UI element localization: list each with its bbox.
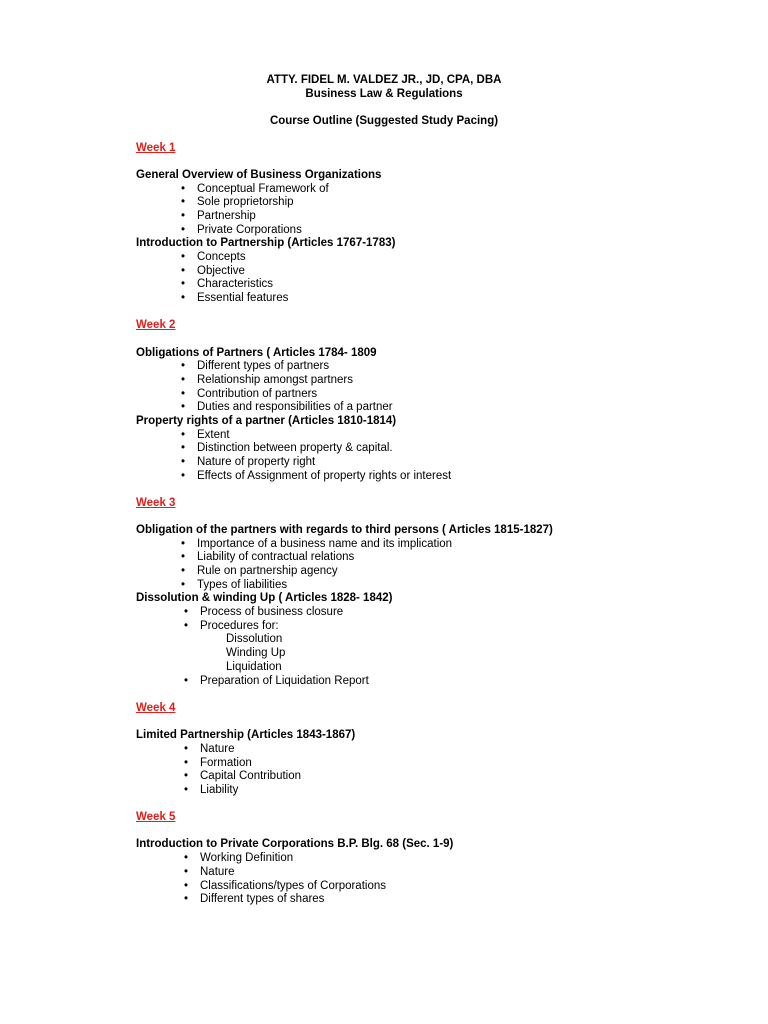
list-item: • Relationship amongst partners <box>197 374 353 386</box>
list-item: • Rule on partnership agency <box>197 565 338 577</box>
list-item: • Types of liabilities <box>197 579 287 591</box>
list-item: • Sole proprietorship <box>197 196 294 208</box>
list-item: • Nature of property right <box>197 456 315 468</box>
list-item: • Different types of partners <box>197 360 329 372</box>
list-item: • Extent <box>197 429 230 441</box>
list-item: • Capital Contribution <box>200 770 301 782</box>
week-4-label: Week 4 <box>136 702 176 714</box>
list-item: • Importance of a business name and its implication <box>197 538 452 550</box>
section-heading: Introduction to Private Corporations B.P. Blg. 68 (Sec. 1-9) <box>136 838 454 850</box>
week-3-label: Week 3 <box>136 497 176 509</box>
list-item: • Different types of shares <box>200 893 324 905</box>
list-item: • Nature <box>200 866 235 878</box>
list-item: • Conceptual Framework of <box>197 183 329 195</box>
list-item: • Distinction between property & capital. <box>197 442 393 454</box>
list-item: • Liability of contractual relations <box>197 551 354 563</box>
list-item: • Private Corporations <box>197 224 302 236</box>
outline-subtitle: Course Outline (Suggested Study Pacing) <box>269 115 499 127</box>
sub-list-item: Liquidation <box>226 661 282 673</box>
author-line: ATTY. FIDEL M. VALDEZ JR., JD, CPA, DBA <box>266 74 502 86</box>
list-item: • Duties and responsibilities of a partner <box>197 401 393 413</box>
list-item: • Effects of Assignment of property rights or interest <box>197 470 451 482</box>
list-item: • Procedures for: <box>200 620 279 632</box>
list-item: • Preparation of Liquidation Report <box>200 675 369 687</box>
list-item: • Liability <box>200 784 238 796</box>
list-item: • Classifications/types of Corporations <box>200 880 386 892</box>
list-item: • Partnership <box>197 210 256 222</box>
section-heading: Obligation of the partners with regards to third persons ( Articles 1815-1827) <box>136 524 553 536</box>
section-heading: Property rights of a partner (Articles 1810-1814) <box>136 415 397 427</box>
section-heading: Obligations of Partners ( Articles 1784- 1809 <box>136 347 377 359</box>
list-item: • Characteristics <box>197 278 273 290</box>
week-5-label: Week 5 <box>136 811 176 823</box>
list-item: • Working Definition <box>200 852 293 864</box>
course-title: Business Law & Regulations <box>305 88 463 100</box>
sub-list-item: Winding Up <box>226 647 286 659</box>
list-item: • Essential features <box>197 292 288 304</box>
week-2-label: Week 2 <box>136 319 176 331</box>
list-item: • Process of business closure <box>200 606 343 618</box>
list-item: • Formation <box>200 757 252 769</box>
section-heading: Introduction to Partnership (Articles 1767-1783) <box>136 237 396 249</box>
week-1-label: Week 1 <box>136 142 176 154</box>
list-item: • Contribution of partners <box>197 388 317 400</box>
list-item: • Nature <box>200 743 235 755</box>
list-item: • Objective <box>197 265 245 277</box>
sub-list-item: Dissolution <box>226 633 283 645</box>
section-heading: Limited Partnership (Articles 1843-1867) <box>136 729 356 741</box>
section-heading: General Overview of Business Organizations <box>136 169 382 181</box>
section-heading: Dissolution & winding Up ( Articles 1828- 1842) <box>136 592 393 604</box>
list-item: • Concepts <box>197 251 246 263</box>
